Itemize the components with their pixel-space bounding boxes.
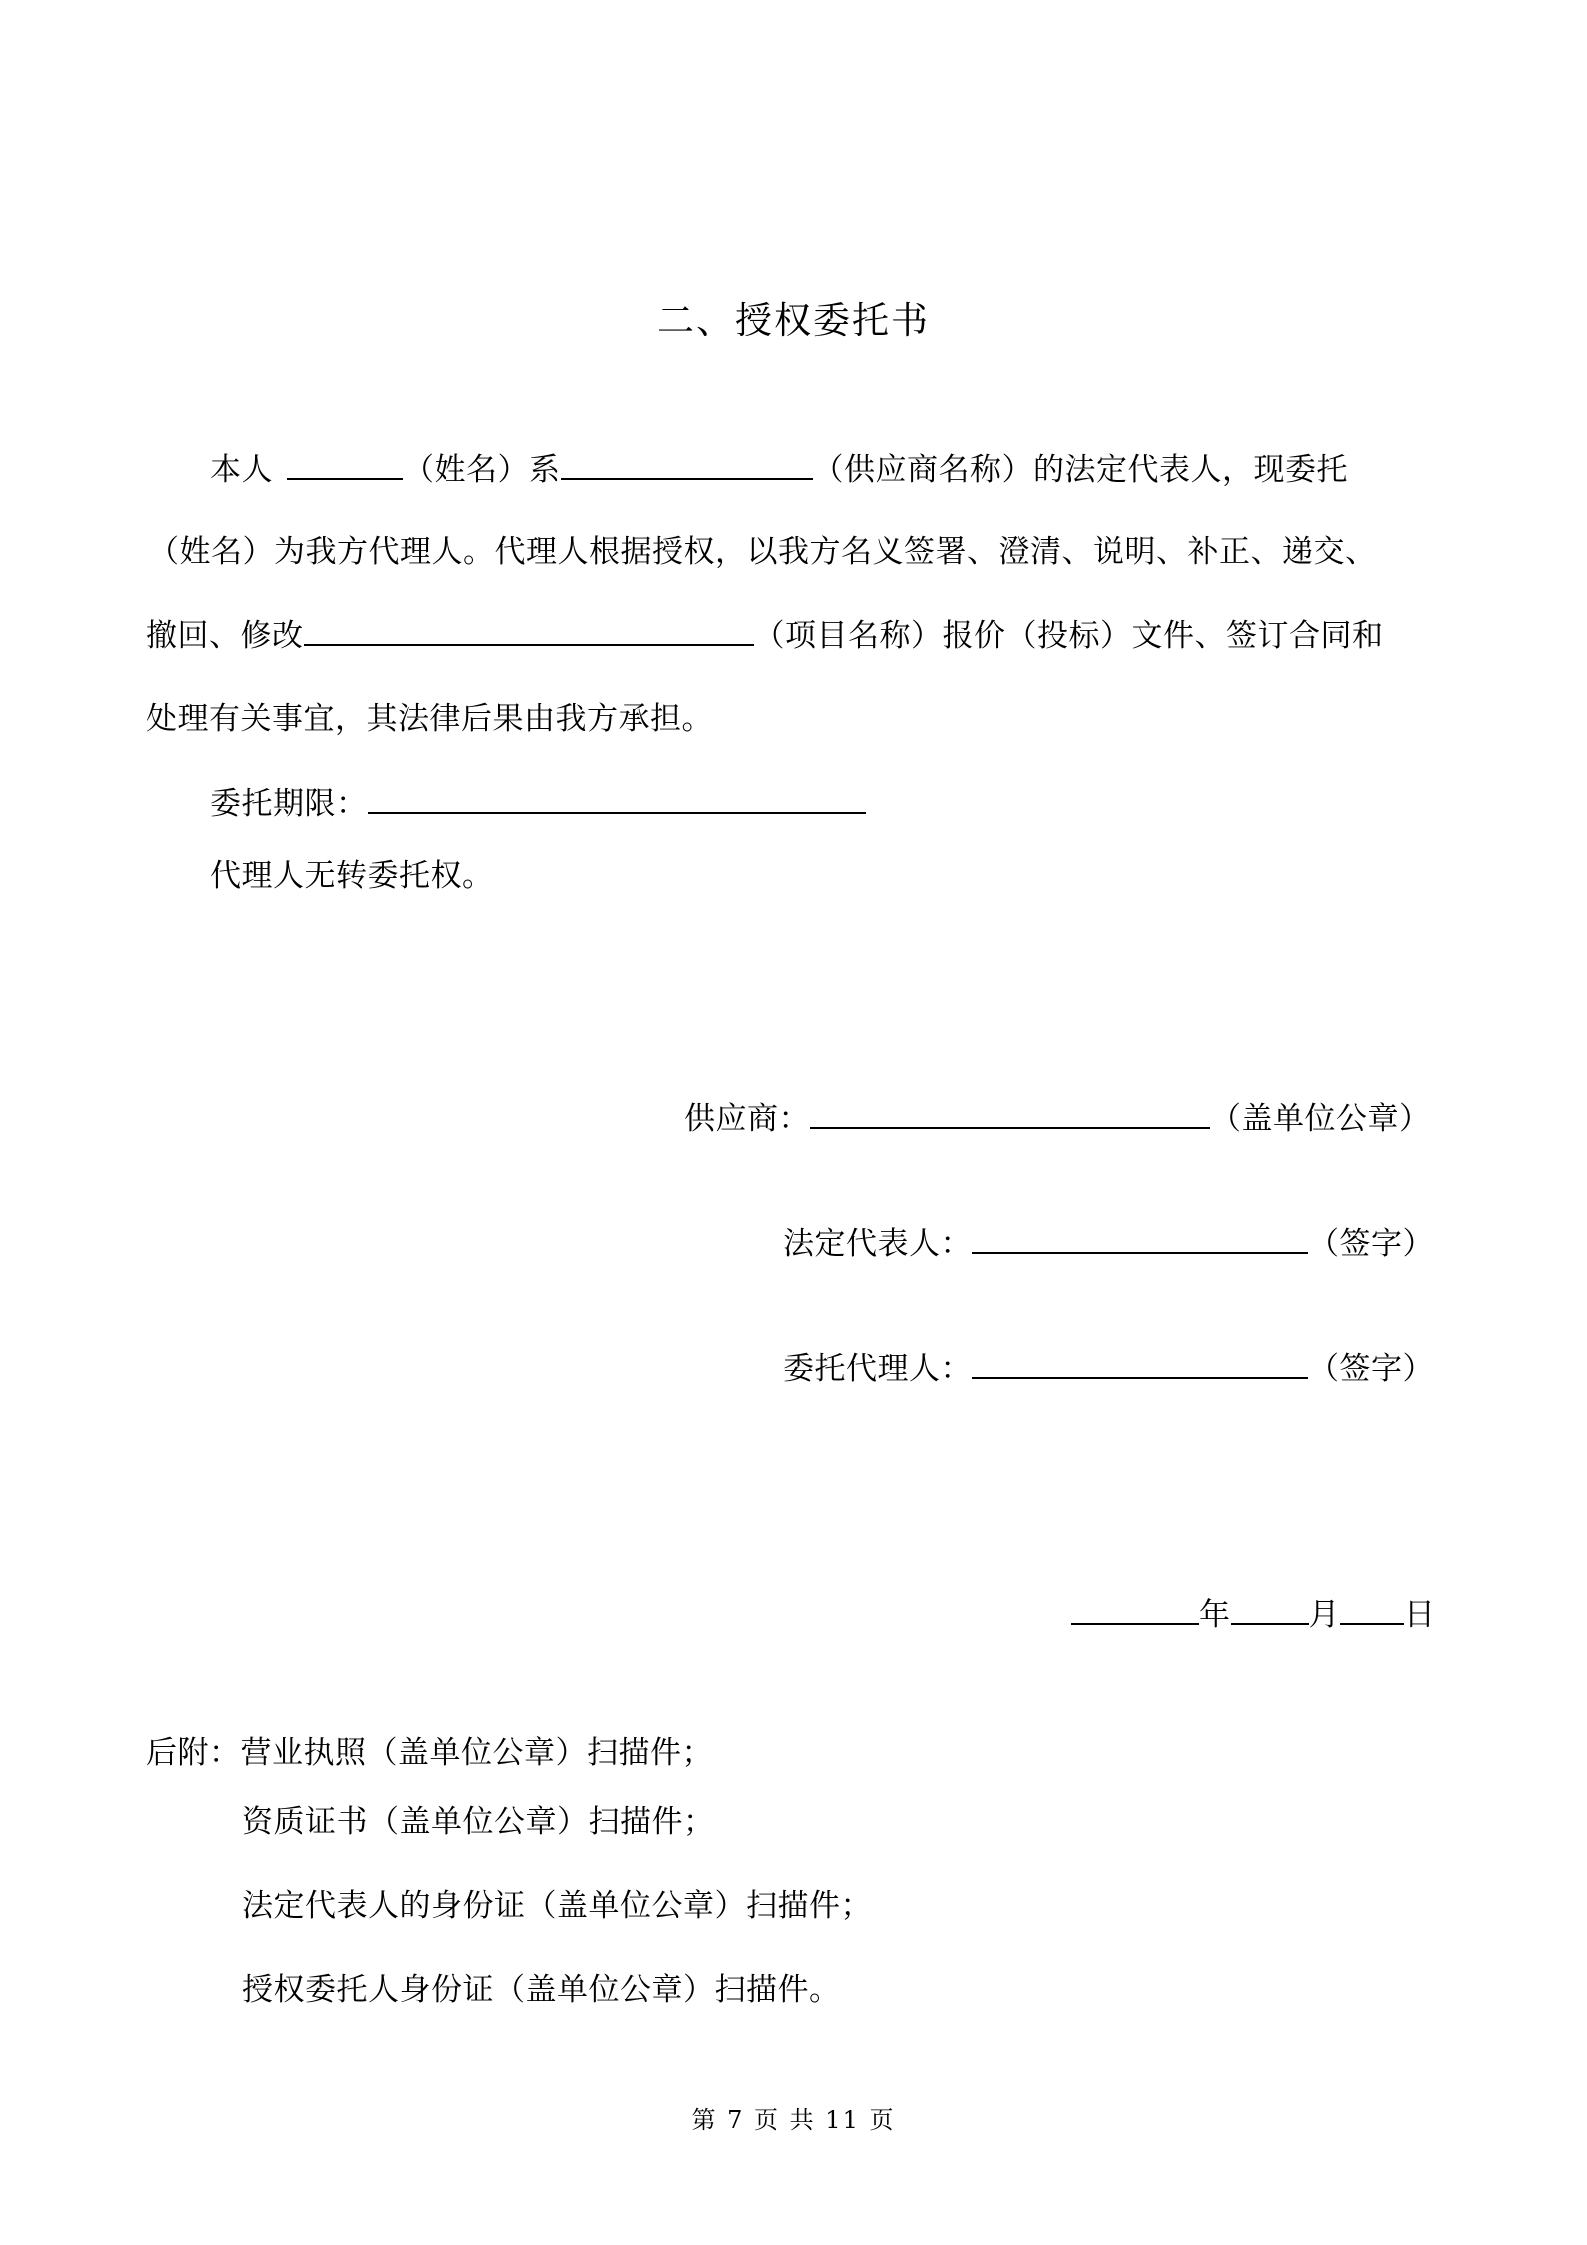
day-label: 日 (1404, 1597, 1436, 1633)
supplier-blank (810, 1097, 1210, 1129)
agent-note: （签字） (1308, 1351, 1434, 1387)
day-blank (1340, 1593, 1404, 1625)
project-name-blank (304, 614, 754, 646)
name-blank (287, 448, 403, 480)
body-line-4: 处理有关事宜，其法律后果由我方承担。 (146, 701, 713, 737)
supplier-signature-line (684, 1097, 1431, 1139)
year-label: 年 (1199, 1597, 1231, 1633)
month-blank (1231, 1593, 1309, 1625)
term-label: 委托期限： (210, 786, 368, 822)
term-line (210, 782, 866, 824)
supplier-label: 供应商： (684, 1101, 810, 1137)
body-line-2: （姓名）为我方代理人。代理人根据授权，以我方名义签署、澄清、说明、补正、递交、 (148, 534, 1377, 570)
agent-blank (972, 1347, 1308, 1379)
body-text: （姓名）系 (403, 452, 561, 488)
body-text: 本人 (210, 452, 273, 488)
term-blank (368, 782, 866, 814)
body-line-1 (210, 448, 1348, 490)
no-subdelegation-line: 代理人无转委托权。 (210, 858, 494, 894)
attachment-item: 法定代表人的身份证（盖单位公章）扫描件； (242, 1888, 872, 1924)
body-line-3 (146, 614, 1384, 656)
agent-label: 委托代理人： (783, 1351, 972, 1387)
legal-rep-label: 法定代表人： (783, 1226, 972, 1262)
body-text: 撤回、修改 (146, 618, 304, 654)
legal-rep-signature-line (783, 1222, 1434, 1264)
body-text: （供应商名称）的法定代表人，现委托 (812, 452, 1348, 488)
attachments-line-1 (146, 1733, 713, 1773)
attachment-item: 资质证书（盖单位公章）扫描件； (242, 1804, 715, 1840)
date-line (1071, 1593, 1436, 1635)
body-text: （项目名称）报价（投标）文件、签订合同和 (753, 618, 1384, 654)
legal-rep-blank (972, 1222, 1308, 1254)
supplier-note: （盖单位公章） (1210, 1101, 1431, 1137)
year-blank (1071, 1593, 1199, 1625)
attachment-item: 营业执照（盖单位公章）扫描件； (240, 1735, 713, 1771)
attachments-label: 后附： (146, 1735, 241, 1771)
month-label: 月 (1308, 1597, 1340, 1633)
legal-rep-note: （签字） (1308, 1226, 1434, 1262)
attachment-item: 授权委托人身份证（盖单位公章）扫描件。 (242, 1972, 841, 2008)
page-number-footer: 第 7 页 共 11 页 (691, 2106, 896, 2134)
document-title: 二、授权委托书 (657, 299, 930, 342)
supplier-name-blank (561, 448, 813, 480)
agent-signature-line (783, 1347, 1434, 1389)
